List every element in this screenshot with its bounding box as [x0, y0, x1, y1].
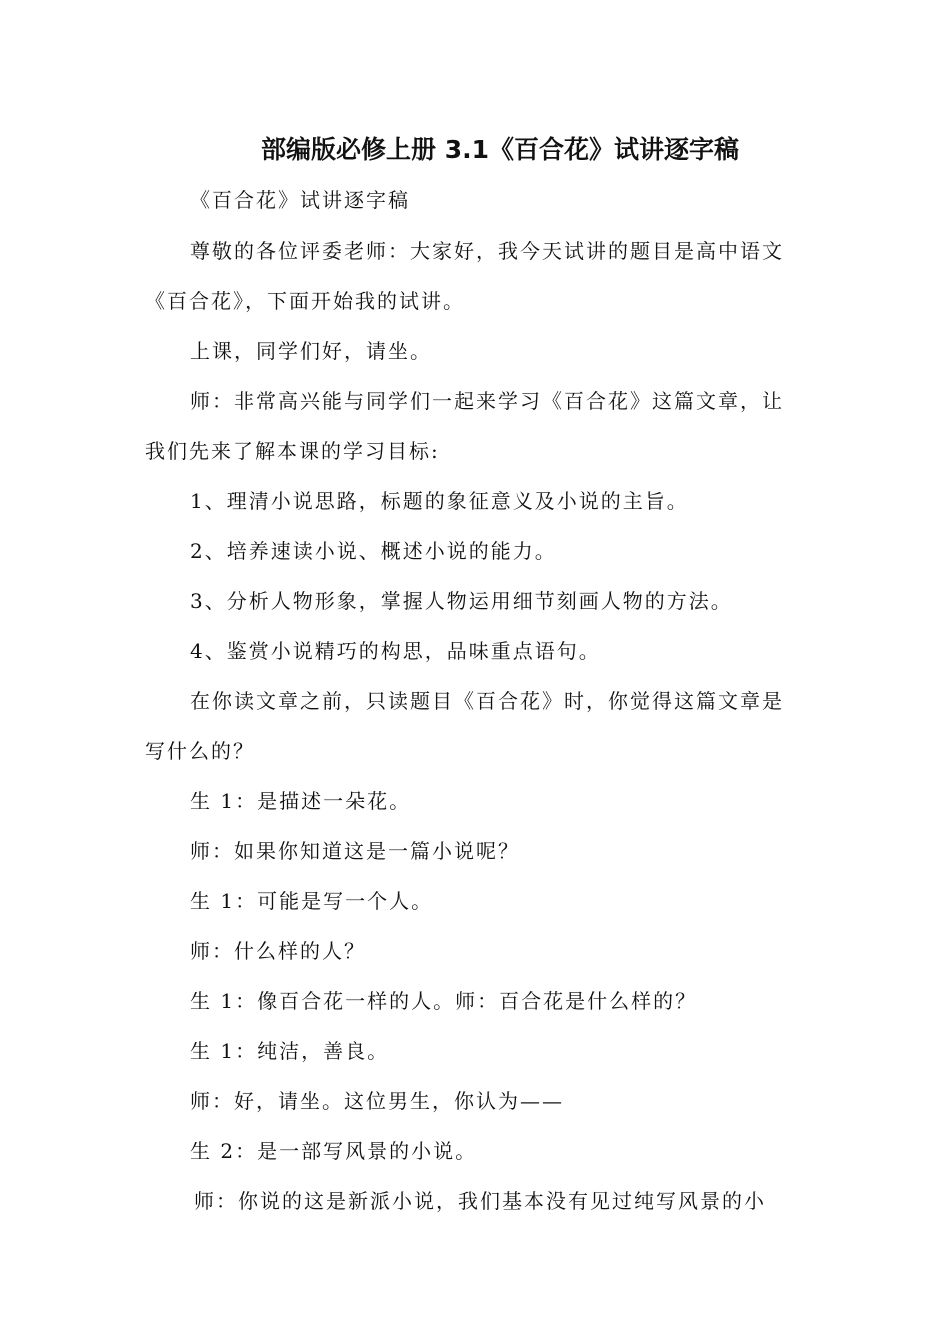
paragraph-line: 师：非常高兴能与同学们一起来学习《百合花》这篇文章，让 — [190, 389, 784, 413]
subtitle-line: 《百合花》试讲逐字稿 — [190, 188, 410, 212]
dialogue-line: 师：好，请坐。这位男生，你认为—— — [190, 1089, 564, 1113]
paragraph-line: 在你读文章之前，只读题目《百合花》时，你觉得这篇文章是 — [190, 689, 784, 713]
objective-item: 4、鉴赏小说精巧的构思，品味重点语句。 — [190, 639, 601, 663]
dialogue-line: 师：如果你知道这是一篇小说呢？ — [190, 839, 520, 863]
paragraph-line: 上课，同学们好，请坐。 — [190, 339, 432, 363]
document-title: 部编版必修上册 3.1《百合花》试讲逐字稿 — [261, 135, 739, 164]
paragraph-line: 写什么的？ — [145, 739, 255, 763]
dialogue-line: 生 1：纯洁，善良。 — [190, 1039, 390, 1063]
dialogue-line: 生 2：是一部写风景的小说。 — [190, 1139, 478, 1163]
objective-item: 2、培养速读小说、概述小说的能力。 — [190, 539, 557, 563]
dialogue-line: 生 1：可能是写一个人。 — [190, 889, 434, 913]
paragraph-line: 尊敬的各位评委老师：大家好，我今天试讲的题目是高中语文 — [190, 239, 784, 263]
dialogue-line: 师：你说的这是新派小说，我们基本没有见过纯写风景的小 — [194, 1189, 766, 1213]
paragraph-line: 我们先来了解本课的学习目标: — [145, 439, 440, 463]
dialogue-line: 生 1：像百合花一样的人。师：百合花是什么样的？ — [190, 989, 698, 1013]
dialogue-line: 师：什么样的人？ — [190, 939, 366, 963]
paragraph-line: 《百合花》，下面开始我的试讲。 — [145, 289, 465, 313]
objective-item: 1、理清小说思路，标题的象征意义及小说的主旨。 — [190, 489, 689, 513]
objective-item: 3、分析人物形象，掌握人物运用细节刻画人物的方法。 — [190, 589, 733, 613]
dialogue-line: 生 1：是描述一朵花。 — [190, 789, 412, 813]
